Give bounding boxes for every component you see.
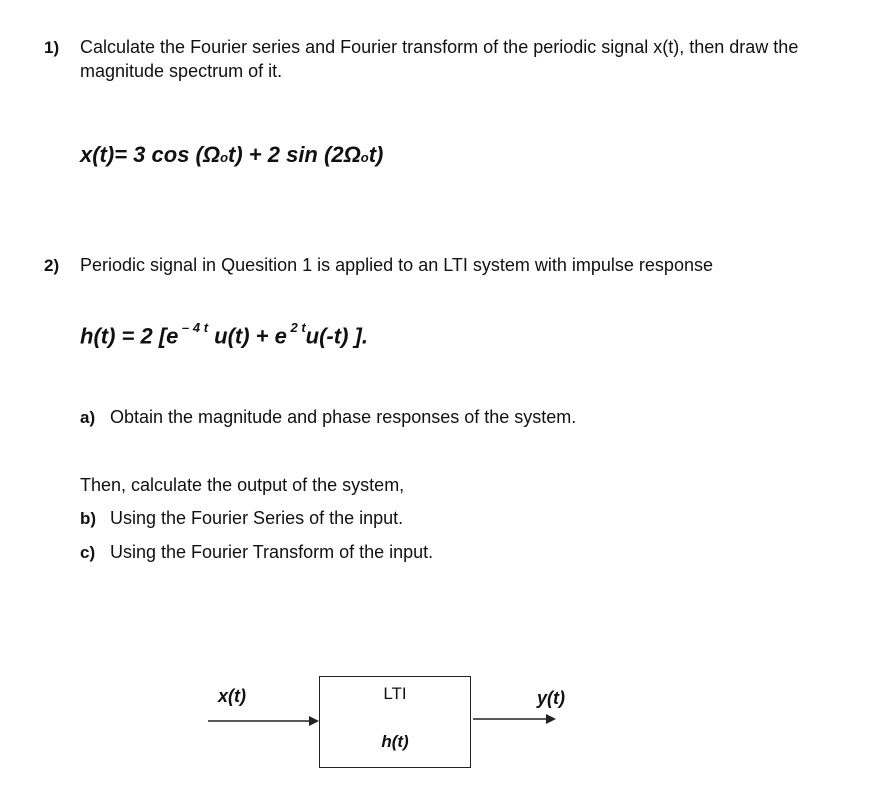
impulse-response-formula: [80, 320, 368, 349]
q1-formula: [80, 142, 383, 168]
q2a-text: Obtain the magnitude and phase responses of the system.: [110, 407, 577, 427]
output-arrow: [471, 708, 561, 728]
h-part1: h(t) = 2 [e: [80, 323, 179, 349]
omega-symbol-2: Ω: [343, 142, 361, 167]
q2c-text: Using the Fourier Transform of the input.: [110, 542, 434, 562]
lti-box-impulse-label: h(t): [381, 732, 409, 751]
lti-box-title: LTI: [383, 684, 407, 703]
formula-mid: t) + 2 sin (2: [228, 142, 344, 167]
formula-end: t): [368, 142, 384, 167]
then-text: Then, calculate the output of the system,: [80, 475, 405, 495]
q1-text-line2: magnitude spectrum of it.: [80, 61, 283, 81]
q2a-label: a): [80, 408, 96, 427]
h-exponent-1: – 4 t: [178, 320, 209, 335]
h-part3: u(-t) ].: [305, 323, 368, 349]
h-part2: u(t) + e: [208, 323, 287, 349]
q2-number: 2): [44, 256, 60, 275]
h-exponent-2: 2 t: [286, 320, 306, 335]
formula-lhs: x(t)= 3 cos (: [80, 142, 203, 167]
q1-text-line1: Calculate the Fourier series and Fourier transform of the periodic signal x(t), then draw the: [80, 37, 799, 57]
q2b-text: Using the Fourier Series of the input.: [110, 508, 404, 528]
output-signal-label: y(t): [537, 688, 565, 708]
input-signal-label: x(t): [218, 686, 246, 706]
omega-subscript-2: o: [360, 150, 369, 165]
input-arrow: [205, 710, 323, 730]
q2-text: Periodic signal in Quesition 1 is applied to an LTI system with impulse response: [80, 255, 713, 275]
lti-system-block: [319, 676, 471, 768]
omega-symbol: Ω: [202, 142, 221, 167]
q2b-label: b): [80, 509, 97, 528]
q1-number: 1): [44, 38, 60, 57]
q2c-label: c): [80, 543, 96, 562]
omega-subscript: o: [220, 150, 229, 165]
